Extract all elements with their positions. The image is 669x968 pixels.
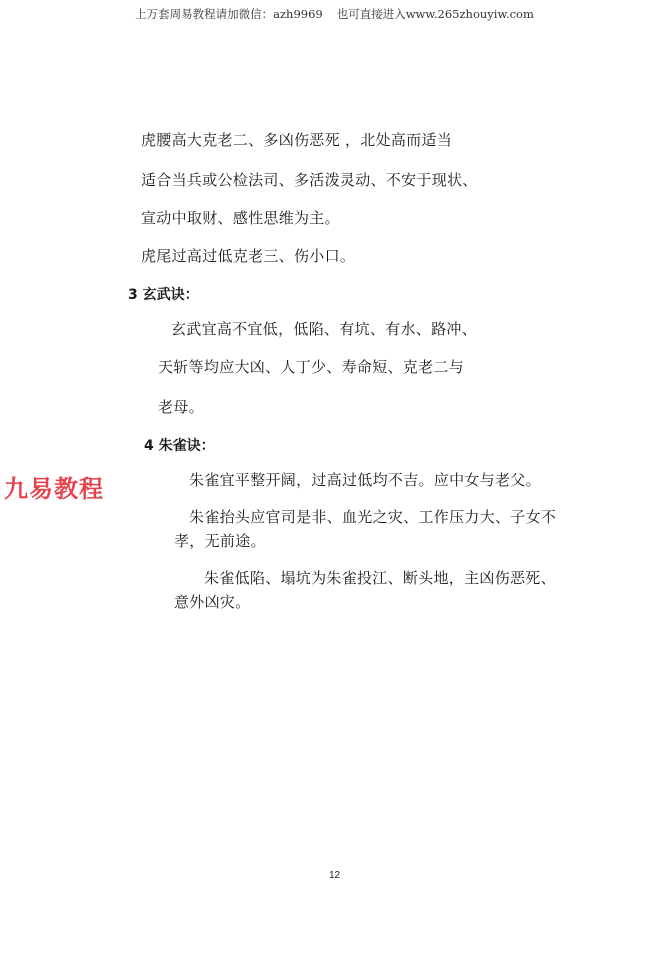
header-wechat-text: 上万套周易教程请加微信：azh9969 xyxy=(135,7,323,21)
text-line: 朱雀抬头应官司是非、血光之灾、工作压力大、子女不 xyxy=(189,508,557,526)
text-line: 朱雀低陷、塌坑为朱雀投江、断头地，主凶伤恶死、 xyxy=(204,569,556,587)
text-line: 玄武宜高不宜低，低陷、有坑、有水、路冲、 xyxy=(171,320,478,338)
text-line: 朱雀宜平整开阔，过高过低均不吉。应中女与老父。 xyxy=(189,471,541,489)
text-line: 孝，无前途。 xyxy=(174,532,266,550)
page-number: 12 xyxy=(328,870,341,881)
text-line: 虎腰高大克老二、多凶伤恶死 ，北处高而适当 xyxy=(141,131,453,149)
text-line: 适合当兵或公检法司、多活泼灵动、不安于现状、 xyxy=(141,171,478,189)
section-heading-xuanwu: 3 玄武诀： xyxy=(128,287,199,303)
text-line: 天斩等均应大凶、人丁少、寿命短、克老二与 xyxy=(158,358,465,376)
section-heading-zhuque: 4 朱雀诀： xyxy=(144,438,215,454)
text-line: 意外凶灾。 xyxy=(174,593,251,611)
watermark-logo: 九易教程 xyxy=(4,475,104,503)
text-line: 宣动中取财、感性思维为主。 xyxy=(141,209,340,227)
header-website-text: 也可直接进入www.265zhouyiw.com xyxy=(336,7,534,21)
text-line: 虎尾过高过低克老三、伤小口。 xyxy=(141,247,356,265)
text-line: 老母。 xyxy=(158,398,204,416)
page-header xyxy=(0,6,669,22)
